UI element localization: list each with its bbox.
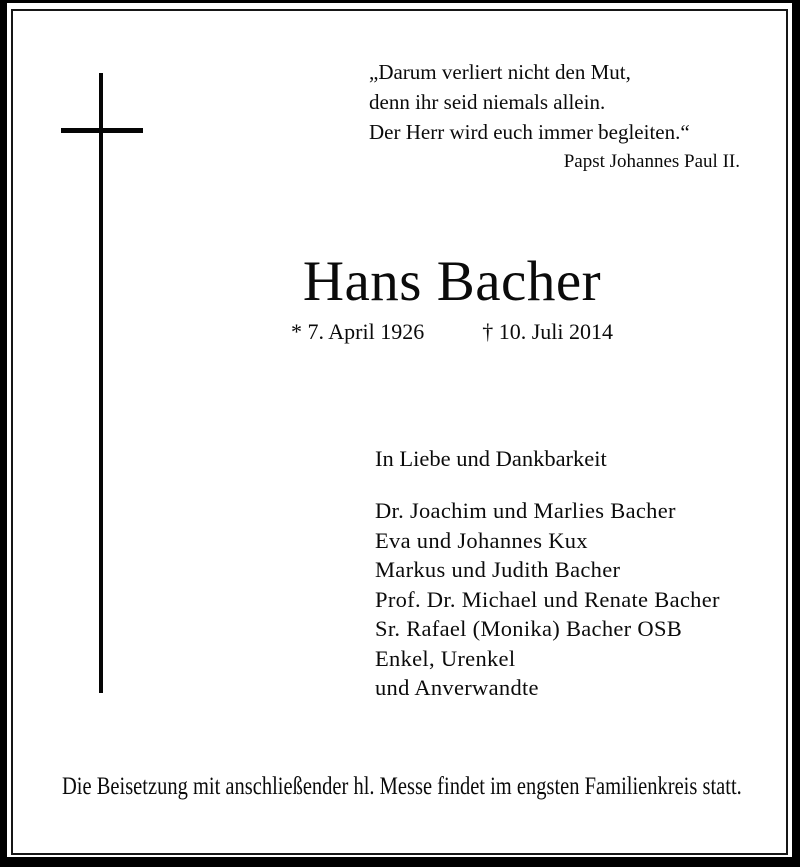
quote-line-2: denn ihr seid niemals allein.	[369, 90, 606, 114]
mourner-line: Dr. Joachim und Marlies Bacher	[375, 498, 676, 523]
quote-line-3: Der Herr wird euch immer begleiten.“	[369, 120, 690, 144]
cross-horizontal-bar	[61, 128, 143, 133]
mourner-line: Markus und Judith Bacher	[375, 557, 621, 582]
life-dates	[252, 318, 652, 346]
birth-date: * 7. April 1926	[290, 319, 425, 344]
mourner-line: Enkel, Urenkel	[375, 645, 516, 671]
intro-line: In Liebe und Dankbarkeit	[375, 446, 607, 471]
cross-vertical-bar	[99, 73, 103, 693]
mourner-line: Sr. Rafael (Monika) Bacher OSB	[375, 616, 683, 641]
mourner-line: Eva und Johannes Kux	[375, 527, 588, 553]
funeral-info-text: Die Beisetzung mit anschließender hl. Messe findet im engsten Familienkreis statt.	[62, 773, 742, 800]
death-date: † 10. Juli 2014	[482, 319, 614, 344]
deceased-name: Hans Bacher	[302, 250, 602, 313]
funeral-info	[62, 772, 800, 802]
memorial-quote	[369, 57, 740, 177]
quote-attribution: Papst Johannes Paul II.	[563, 151, 740, 172]
quote-line-1: „Darum verliert nicht den Mut,	[369, 60, 631, 84]
mourner-line: Prof. Dr. Michael und Renate Bacher	[375, 586, 720, 612]
mourner-line: und Anverwandte	[375, 675, 539, 700]
mourners-list	[375, 496, 720, 703]
